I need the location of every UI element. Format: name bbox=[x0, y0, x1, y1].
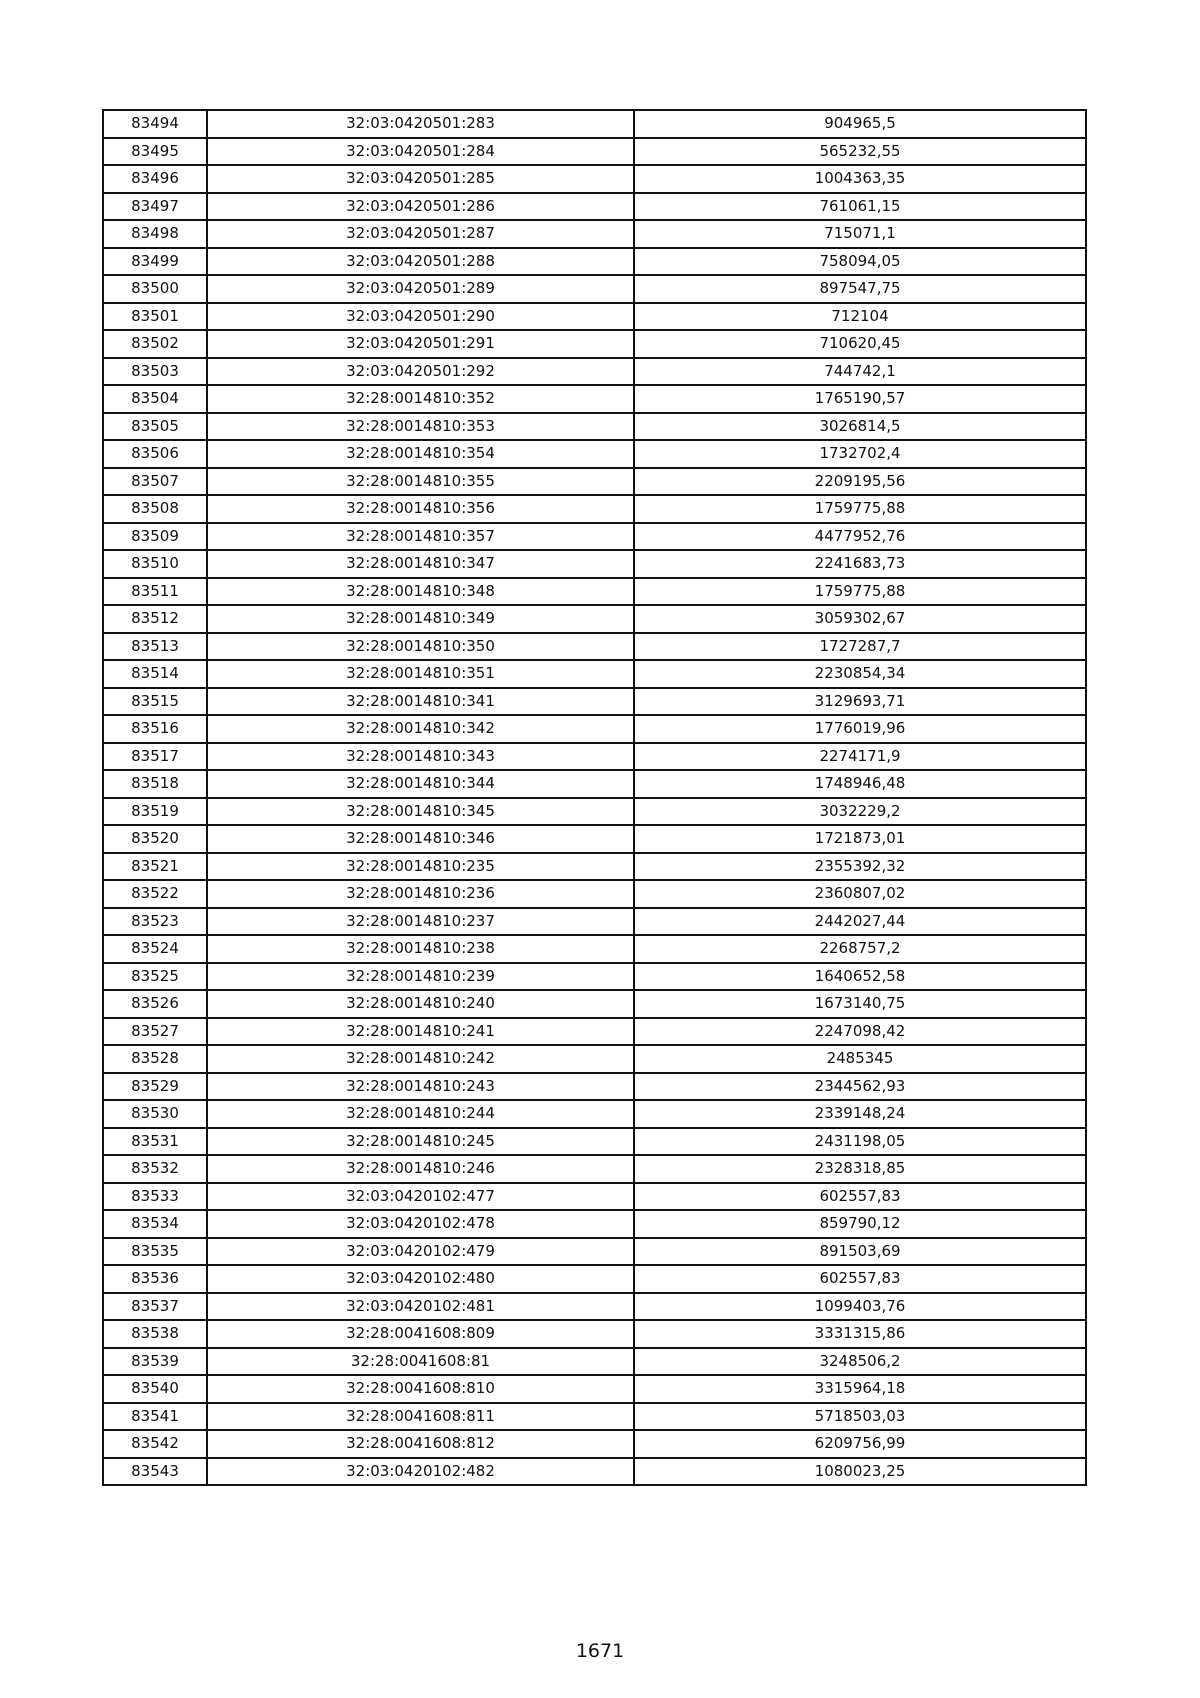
row-number-cell: 83497 bbox=[103, 193, 207, 221]
cadastral-number-cell: 32:03:0420102:478 bbox=[207, 1210, 634, 1238]
cadastral-number-cell: 32:28:0014810:344 bbox=[207, 770, 634, 798]
cadastral-value-cell: 1727287,7 bbox=[634, 633, 1086, 661]
row-number-cell: 83513 bbox=[103, 633, 207, 661]
table-row bbox=[103, 303, 1086, 331]
table-row bbox=[103, 715, 1086, 743]
cadastral-number-cell: 32:28:0014810:354 bbox=[207, 440, 634, 468]
row-number-cell: 83534 bbox=[103, 1210, 207, 1238]
cadastral-number-cell: 32:28:0041608:81 bbox=[207, 1348, 634, 1376]
cadastral-value-cell: 1673140,75 bbox=[634, 990, 1086, 1018]
table-row bbox=[103, 1375, 1086, 1403]
row-number-cell: 83533 bbox=[103, 1183, 207, 1211]
table-row bbox=[103, 248, 1086, 276]
table-row bbox=[103, 990, 1086, 1018]
table-row bbox=[103, 853, 1086, 881]
cadastral-value-cell: 2360807,02 bbox=[634, 880, 1086, 908]
table-row bbox=[103, 138, 1086, 166]
cadastral-number-cell: 32:28:0014810:341 bbox=[207, 688, 634, 716]
row-number-cell: 83515 bbox=[103, 688, 207, 716]
cadastral-value-cell: 2344562,93 bbox=[634, 1073, 1086, 1101]
cadastral-number-cell: 32:03:0420501:285 bbox=[207, 165, 634, 193]
cadastral-number-cell: 32:03:0420501:283 bbox=[207, 110, 634, 138]
cadastral-number-cell: 32:03:0420501:284 bbox=[207, 138, 634, 166]
row-number-cell: 83537 bbox=[103, 1293, 207, 1321]
cadastral-value-cell: 1732702,4 bbox=[634, 440, 1086, 468]
cadastral-number-cell: 32:03:0420501:290 bbox=[207, 303, 634, 331]
row-number-cell: 83525 bbox=[103, 963, 207, 991]
table-row bbox=[103, 1210, 1086, 1238]
table-row bbox=[103, 880, 1086, 908]
cadastral-number-cell: 32:28:0041608:812 bbox=[207, 1430, 634, 1458]
table-row bbox=[103, 688, 1086, 716]
row-number-cell: 83541 bbox=[103, 1403, 207, 1431]
table-row bbox=[103, 110, 1086, 138]
cadastral-number-cell: 32:28:0014810:348 bbox=[207, 578, 634, 606]
row-number-cell: 83505 bbox=[103, 413, 207, 441]
cadastral-number-cell: 32:28:0014810:239 bbox=[207, 963, 634, 991]
table-row bbox=[103, 1073, 1086, 1101]
cadastral-value-cell: 2247098,42 bbox=[634, 1018, 1086, 1046]
cadastral-number-cell: 32:03:0420501:291 bbox=[207, 330, 634, 358]
row-number-cell: 83504 bbox=[103, 385, 207, 413]
cadastral-number-cell: 32:28:0041608:809 bbox=[207, 1320, 634, 1348]
row-number-cell: 83523 bbox=[103, 908, 207, 936]
cadastral-number-cell: 32:28:0014810:245 bbox=[207, 1128, 634, 1156]
row-number-cell: 83512 bbox=[103, 605, 207, 633]
cadastral-value-cell: 2328318,85 bbox=[634, 1155, 1086, 1183]
cadastral-value-cell: 758094,05 bbox=[634, 248, 1086, 276]
table-row bbox=[103, 660, 1086, 688]
table-row bbox=[103, 1045, 1086, 1073]
cadastral-number-cell: 32:28:0014810:345 bbox=[207, 798, 634, 826]
cadastral-number-cell: 32:28:0014810:350 bbox=[207, 633, 634, 661]
page-number: 1671 bbox=[575, 1640, 625, 1662]
cadastral-value-cell: 1776019,96 bbox=[634, 715, 1086, 743]
cadastral-value-cell: 744742,1 bbox=[634, 358, 1086, 386]
cadastral-value-cell: 565232,55 bbox=[634, 138, 1086, 166]
table-row bbox=[103, 165, 1086, 193]
table-row bbox=[103, 468, 1086, 496]
table-row bbox=[103, 1265, 1086, 1293]
table-row bbox=[103, 440, 1086, 468]
table-row bbox=[103, 605, 1086, 633]
cadastral-number-cell: 32:28:0014810:342 bbox=[207, 715, 634, 743]
cadastral-number-cell: 32:28:0014810:356 bbox=[207, 495, 634, 523]
table-row bbox=[103, 798, 1086, 826]
cadastral-number-cell: 32:28:0014810:352 bbox=[207, 385, 634, 413]
cadastral-value-cell: 715071,1 bbox=[634, 220, 1086, 248]
cadastral-value-cell: 2209195,56 bbox=[634, 468, 1086, 496]
row-number-cell: 83509 bbox=[103, 523, 207, 551]
cadastral-number-cell: 32:28:0014810:355 bbox=[207, 468, 634, 496]
row-number-cell: 83508 bbox=[103, 495, 207, 523]
cadastral-value-cell: 2274171,9 bbox=[634, 743, 1086, 771]
row-number-cell: 83500 bbox=[103, 275, 207, 303]
row-number-cell: 83510 bbox=[103, 550, 207, 578]
table-row bbox=[103, 1458, 1086, 1486]
cadastral-value-cell: 2431198,05 bbox=[634, 1128, 1086, 1156]
table-row bbox=[103, 193, 1086, 221]
cadastral-value-cell: 1640652,58 bbox=[634, 963, 1086, 991]
row-number-cell: 83531 bbox=[103, 1128, 207, 1156]
cadastral-number-cell: 32:28:0014810:347 bbox=[207, 550, 634, 578]
cadastral-number-cell: 32:28:0014810:357 bbox=[207, 523, 634, 551]
cadastral-value-cell: 5718503,03 bbox=[634, 1403, 1086, 1431]
cadastral-value-cell: 3331315,86 bbox=[634, 1320, 1086, 1348]
row-number-cell: 83526 bbox=[103, 990, 207, 1018]
table-row bbox=[103, 1183, 1086, 1211]
row-number-cell: 83528 bbox=[103, 1045, 207, 1073]
cadastral-value-cell: 712104 bbox=[634, 303, 1086, 331]
cadastral-value-cell: 1099403,76 bbox=[634, 1293, 1086, 1321]
table-row bbox=[103, 1403, 1086, 1431]
table-row bbox=[103, 770, 1086, 798]
cadastral-value-table bbox=[102, 109, 1087, 1486]
table-row bbox=[103, 1293, 1086, 1321]
row-number-cell: 83520 bbox=[103, 825, 207, 853]
row-number-cell: 83499 bbox=[103, 248, 207, 276]
row-number-cell: 83536 bbox=[103, 1265, 207, 1293]
cadastral-value-cell: 1004363,35 bbox=[634, 165, 1086, 193]
cadastral-number-cell: 32:28:0014810:241 bbox=[207, 1018, 634, 1046]
cadastral-number-cell: 32:28:0014810:353 bbox=[207, 413, 634, 441]
cadastral-value-cell: 602557,83 bbox=[634, 1183, 1086, 1211]
table-row bbox=[103, 495, 1086, 523]
cadastral-value-cell: 761061,15 bbox=[634, 193, 1086, 221]
cadastral-value-cell: 6209756,99 bbox=[634, 1430, 1086, 1458]
cadastral-number-cell: 32:28:0014810:246 bbox=[207, 1155, 634, 1183]
row-number-cell: 83514 bbox=[103, 660, 207, 688]
row-number-cell: 83516 bbox=[103, 715, 207, 743]
row-number-cell: 83529 bbox=[103, 1073, 207, 1101]
cadastral-value-cell: 3032229,2 bbox=[634, 798, 1086, 826]
table-row bbox=[103, 523, 1086, 551]
row-number-cell: 83507 bbox=[103, 468, 207, 496]
cadastral-number-cell: 32:28:0014810:349 bbox=[207, 605, 634, 633]
table-row bbox=[103, 550, 1086, 578]
cadastral-value-cell: 897547,75 bbox=[634, 275, 1086, 303]
cadastral-number-cell: 32:03:0420501:289 bbox=[207, 275, 634, 303]
row-number-cell: 83496 bbox=[103, 165, 207, 193]
cadastral-value-cell: 2339148,24 bbox=[634, 1100, 1086, 1128]
cadastral-number-cell: 32:28:0014810:346 bbox=[207, 825, 634, 853]
row-number-cell: 83517 bbox=[103, 743, 207, 771]
cadastral-value-cell: 3248506,2 bbox=[634, 1348, 1086, 1376]
cadastral-value-cell: 1748946,48 bbox=[634, 770, 1086, 798]
cadastral-value-cell: 1721873,01 bbox=[634, 825, 1086, 853]
cadastral-value-cell: 3026814,5 bbox=[634, 413, 1086, 441]
table-row bbox=[103, 1320, 1086, 1348]
table-row bbox=[103, 578, 1086, 606]
cadastral-value-cell: 3315964,18 bbox=[634, 1375, 1086, 1403]
cadastral-number-cell: 32:28:0014810:237 bbox=[207, 908, 634, 936]
table-row bbox=[103, 825, 1086, 853]
cadastral-value-cell: 2230854,34 bbox=[634, 660, 1086, 688]
table-row bbox=[103, 908, 1086, 936]
row-number-cell: 83502 bbox=[103, 330, 207, 358]
cadastral-number-cell: 32:03:0420501:287 bbox=[207, 220, 634, 248]
cadastral-value-cell: 710620,45 bbox=[634, 330, 1086, 358]
row-number-cell: 83518 bbox=[103, 770, 207, 798]
row-number-cell: 83498 bbox=[103, 220, 207, 248]
cadastral-value-cell: 859790,12 bbox=[634, 1210, 1086, 1238]
cadastral-value-cell: 904965,5 bbox=[634, 110, 1086, 138]
row-number-cell: 83538 bbox=[103, 1320, 207, 1348]
table-row bbox=[103, 1128, 1086, 1156]
table-row bbox=[103, 358, 1086, 386]
table-row bbox=[103, 1430, 1086, 1458]
table-row bbox=[103, 1155, 1086, 1183]
table-row bbox=[103, 220, 1086, 248]
table-row bbox=[103, 1018, 1086, 1046]
cadastral-number-cell: 32:28:0014810:242 bbox=[207, 1045, 634, 1073]
cadastral-number-cell: 32:03:0420102:479 bbox=[207, 1238, 634, 1266]
table-row bbox=[103, 935, 1086, 963]
cadastral-number-cell: 32:28:0014810:244 bbox=[207, 1100, 634, 1128]
cadastral-value-cell: 2485345 bbox=[634, 1045, 1086, 1073]
cadastral-value-cell: 2442027,44 bbox=[634, 908, 1086, 936]
row-number-cell: 83527 bbox=[103, 1018, 207, 1046]
row-number-cell: 83511 bbox=[103, 578, 207, 606]
cadastral-value-cell: 2268757,2 bbox=[634, 935, 1086, 963]
cadastral-number-cell: 32:03:0420102:477 bbox=[207, 1183, 634, 1211]
cadastral-number-cell: 32:28:0014810:235 bbox=[207, 853, 634, 881]
row-number-cell: 83521 bbox=[103, 853, 207, 881]
row-number-cell: 83539 bbox=[103, 1348, 207, 1376]
cadastral-value-cell: 1759775,88 bbox=[634, 495, 1086, 523]
row-number-cell: 83503 bbox=[103, 358, 207, 386]
table-row bbox=[103, 1100, 1086, 1128]
table-row bbox=[103, 385, 1086, 413]
row-number-cell: 83519 bbox=[103, 798, 207, 826]
cadastral-value-cell: 3059302,67 bbox=[634, 605, 1086, 633]
row-number-cell: 83530 bbox=[103, 1100, 207, 1128]
row-number-cell: 83494 bbox=[103, 110, 207, 138]
cadastral-number-cell: 32:03:0420102:481 bbox=[207, 1293, 634, 1321]
table-row bbox=[103, 1238, 1086, 1266]
cadastral-number-cell: 32:28:0014810:343 bbox=[207, 743, 634, 771]
cadastral-number-cell: 32:03:0420501:286 bbox=[207, 193, 634, 221]
cadastral-number-cell: 32:03:0420501:288 bbox=[207, 248, 634, 276]
row-number-cell: 83524 bbox=[103, 935, 207, 963]
cadastral-value-cell: 891503,69 bbox=[634, 1238, 1086, 1266]
table-row bbox=[103, 633, 1086, 661]
row-number-cell: 83542 bbox=[103, 1430, 207, 1458]
row-number-cell: 83495 bbox=[103, 138, 207, 166]
row-number-cell: 83506 bbox=[103, 440, 207, 468]
cadastral-value-cell: 1765190,57 bbox=[634, 385, 1086, 413]
table-row bbox=[103, 963, 1086, 991]
table-row bbox=[103, 330, 1086, 358]
cadastral-number-cell: 32:28:0014810:240 bbox=[207, 990, 634, 1018]
table-row bbox=[103, 413, 1086, 441]
cadastral-number-cell: 32:28:0014810:236 bbox=[207, 880, 634, 908]
cadastral-number-cell: 32:03:0420501:292 bbox=[207, 358, 634, 386]
cadastral-number-cell: 32:28:0041608:810 bbox=[207, 1375, 634, 1403]
cadastral-value-cell: 1759775,88 bbox=[634, 578, 1086, 606]
table-row bbox=[103, 275, 1086, 303]
cadastral-value-cell: 2241683,73 bbox=[634, 550, 1086, 578]
cadastral-number-cell: 32:03:0420102:480 bbox=[207, 1265, 634, 1293]
cadastral-value-cell: 3129693,71 bbox=[634, 688, 1086, 716]
cadastral-number-cell: 32:03:0420102:482 bbox=[207, 1458, 634, 1486]
row-number-cell: 83543 bbox=[103, 1458, 207, 1486]
row-number-cell: 83540 bbox=[103, 1375, 207, 1403]
cadastral-number-cell: 32:28:0014810:243 bbox=[207, 1073, 634, 1101]
cadastral-number-cell: 32:28:0014810:238 bbox=[207, 935, 634, 963]
cadastral-number-cell: 32:28:0014810:351 bbox=[207, 660, 634, 688]
row-number-cell: 83522 bbox=[103, 880, 207, 908]
row-number-cell: 83501 bbox=[103, 303, 207, 331]
table-body bbox=[103, 110, 1086, 1485]
cadastral-number-cell: 32:28:0041608:811 bbox=[207, 1403, 634, 1431]
row-number-cell: 83535 bbox=[103, 1238, 207, 1266]
cadastral-value-cell: 2355392,32 bbox=[634, 853, 1086, 881]
cadastral-value-cell: 602557,83 bbox=[634, 1265, 1086, 1293]
row-number-cell: 83532 bbox=[103, 1155, 207, 1183]
table-row bbox=[103, 1348, 1086, 1376]
table-row bbox=[103, 743, 1086, 771]
cadastral-value-cell: 4477952,76 bbox=[634, 523, 1086, 551]
cadastral-value-cell: 1080023,25 bbox=[634, 1458, 1086, 1486]
